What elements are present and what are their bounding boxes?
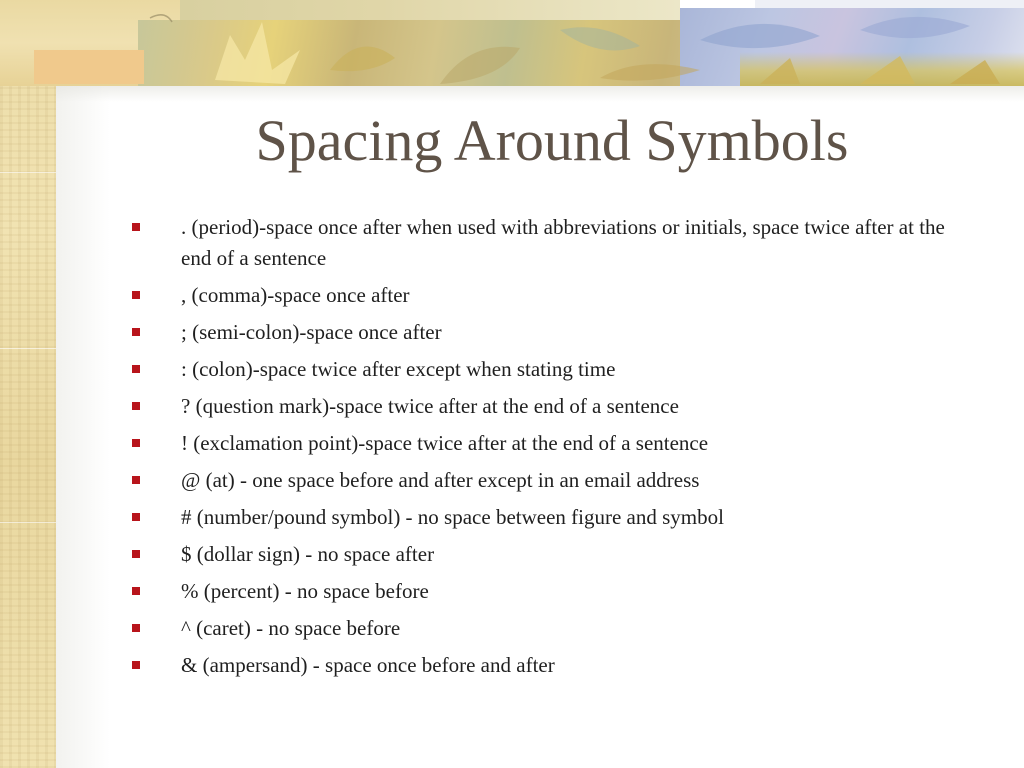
square-bullet-icon (132, 223, 140, 231)
list-item: # (number/pound symbol) - no space between figure and symbol (128, 502, 948, 533)
square-bullet-icon (132, 402, 140, 410)
decorative-banner (0, 0, 1024, 86)
list-item: & (ampersand) - space once before and after (128, 650, 948, 681)
slide-title: Spacing Around Symbols (255, 108, 849, 173)
square-bullet-icon (132, 550, 140, 558)
list-item: . (period)-space once after when used with abbreviations or initials, space twice after at the end of a sentence (128, 212, 948, 274)
square-bullet-icon (132, 328, 140, 336)
list-item: ! (exclamation point)-space twice after at the end of a sentence (128, 428, 948, 459)
square-bullet-icon (132, 439, 140, 447)
bullet-list (128, 212, 948, 687)
square-bullet-icon (132, 476, 140, 484)
square-bullet-icon (132, 513, 140, 521)
square-bullet-icon (132, 624, 140, 632)
square-bullet-icon (132, 291, 140, 299)
square-bullet-icon (132, 661, 140, 669)
list-item: $ (dollar sign) - no space after (128, 539, 948, 570)
list-item: % (percent) - no space before (128, 576, 948, 607)
parchment-strip (0, 0, 56, 768)
list-item: ; (semi-colon)-space once after (128, 317, 948, 348)
list-item: @ (at) - one space before and after except in an email address (128, 465, 948, 496)
leaf-shapes (0, 0, 1024, 86)
square-bullet-icon (132, 365, 140, 373)
list-item: , (comma)-space once after (128, 280, 948, 311)
list-item: ^ (caret) - no space before (128, 613, 948, 644)
list-item: : (colon)-space twice after except when stating time (128, 354, 948, 385)
list-item: ? (question mark)-space twice after at the end of a sentence (128, 391, 948, 422)
square-bullet-icon (132, 587, 140, 595)
